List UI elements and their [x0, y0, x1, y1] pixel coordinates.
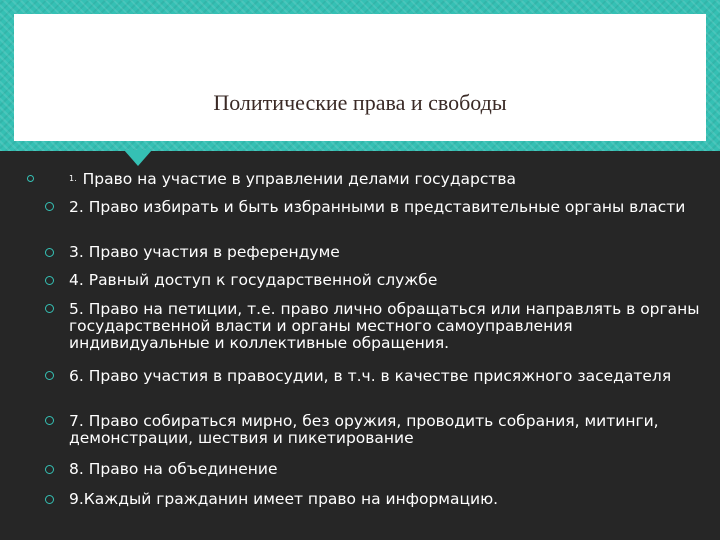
bullet-icon: [45, 248, 54, 257]
list-item: 4. Равный доступ к государственной службе: [69, 271, 438, 289]
bullet-icon: [45, 276, 54, 285]
list-item: 5. Право на петиции, т.е. право лично обращаться или направлять в органы государственной власти и органы местного самоуправления индивидуальные и коллективные обращения.: [69, 300, 700, 352]
bullet-icon: [45, 465, 54, 474]
bullet-icon: [45, 371, 54, 380]
list-item: 2. Право избирать и быть избранными в представительные органы власти: [69, 198, 686, 216]
slide-title: Политические права и свободы: [213, 90, 507, 115]
bullet-icon: [27, 175, 34, 182]
bullet-icon: [45, 495, 54, 504]
title-panel: [14, 14, 706, 141]
list-item-number: 1.: [69, 174, 77, 183]
list-item: 8. Право на объединение: [69, 460, 278, 478]
bullet-icon: [45, 304, 54, 313]
bullet-icon: [45, 416, 54, 425]
list-item: 7. Право собираться мирно, без оружия, проводить собрания, митинги, демонстрации, шествия и пикетирование: [69, 412, 659, 447]
header-band: [0, 0, 720, 151]
header-pointer: [124, 150, 152, 166]
list-item: [69, 170, 714, 188]
list-item: 3. Право участия в референдуме: [69, 243, 340, 261]
bullet-icon: [45, 202, 54, 211]
list-item: 9.Каждый гражданин имеет право на информацию.: [69, 490, 499, 508]
list-item: 6. Право участия в правосудии, в т.ч. в качестве присяжного заседателя: [69, 367, 672, 385]
list-item-text: Право на участие в управлении делами государства: [82, 170, 517, 188]
